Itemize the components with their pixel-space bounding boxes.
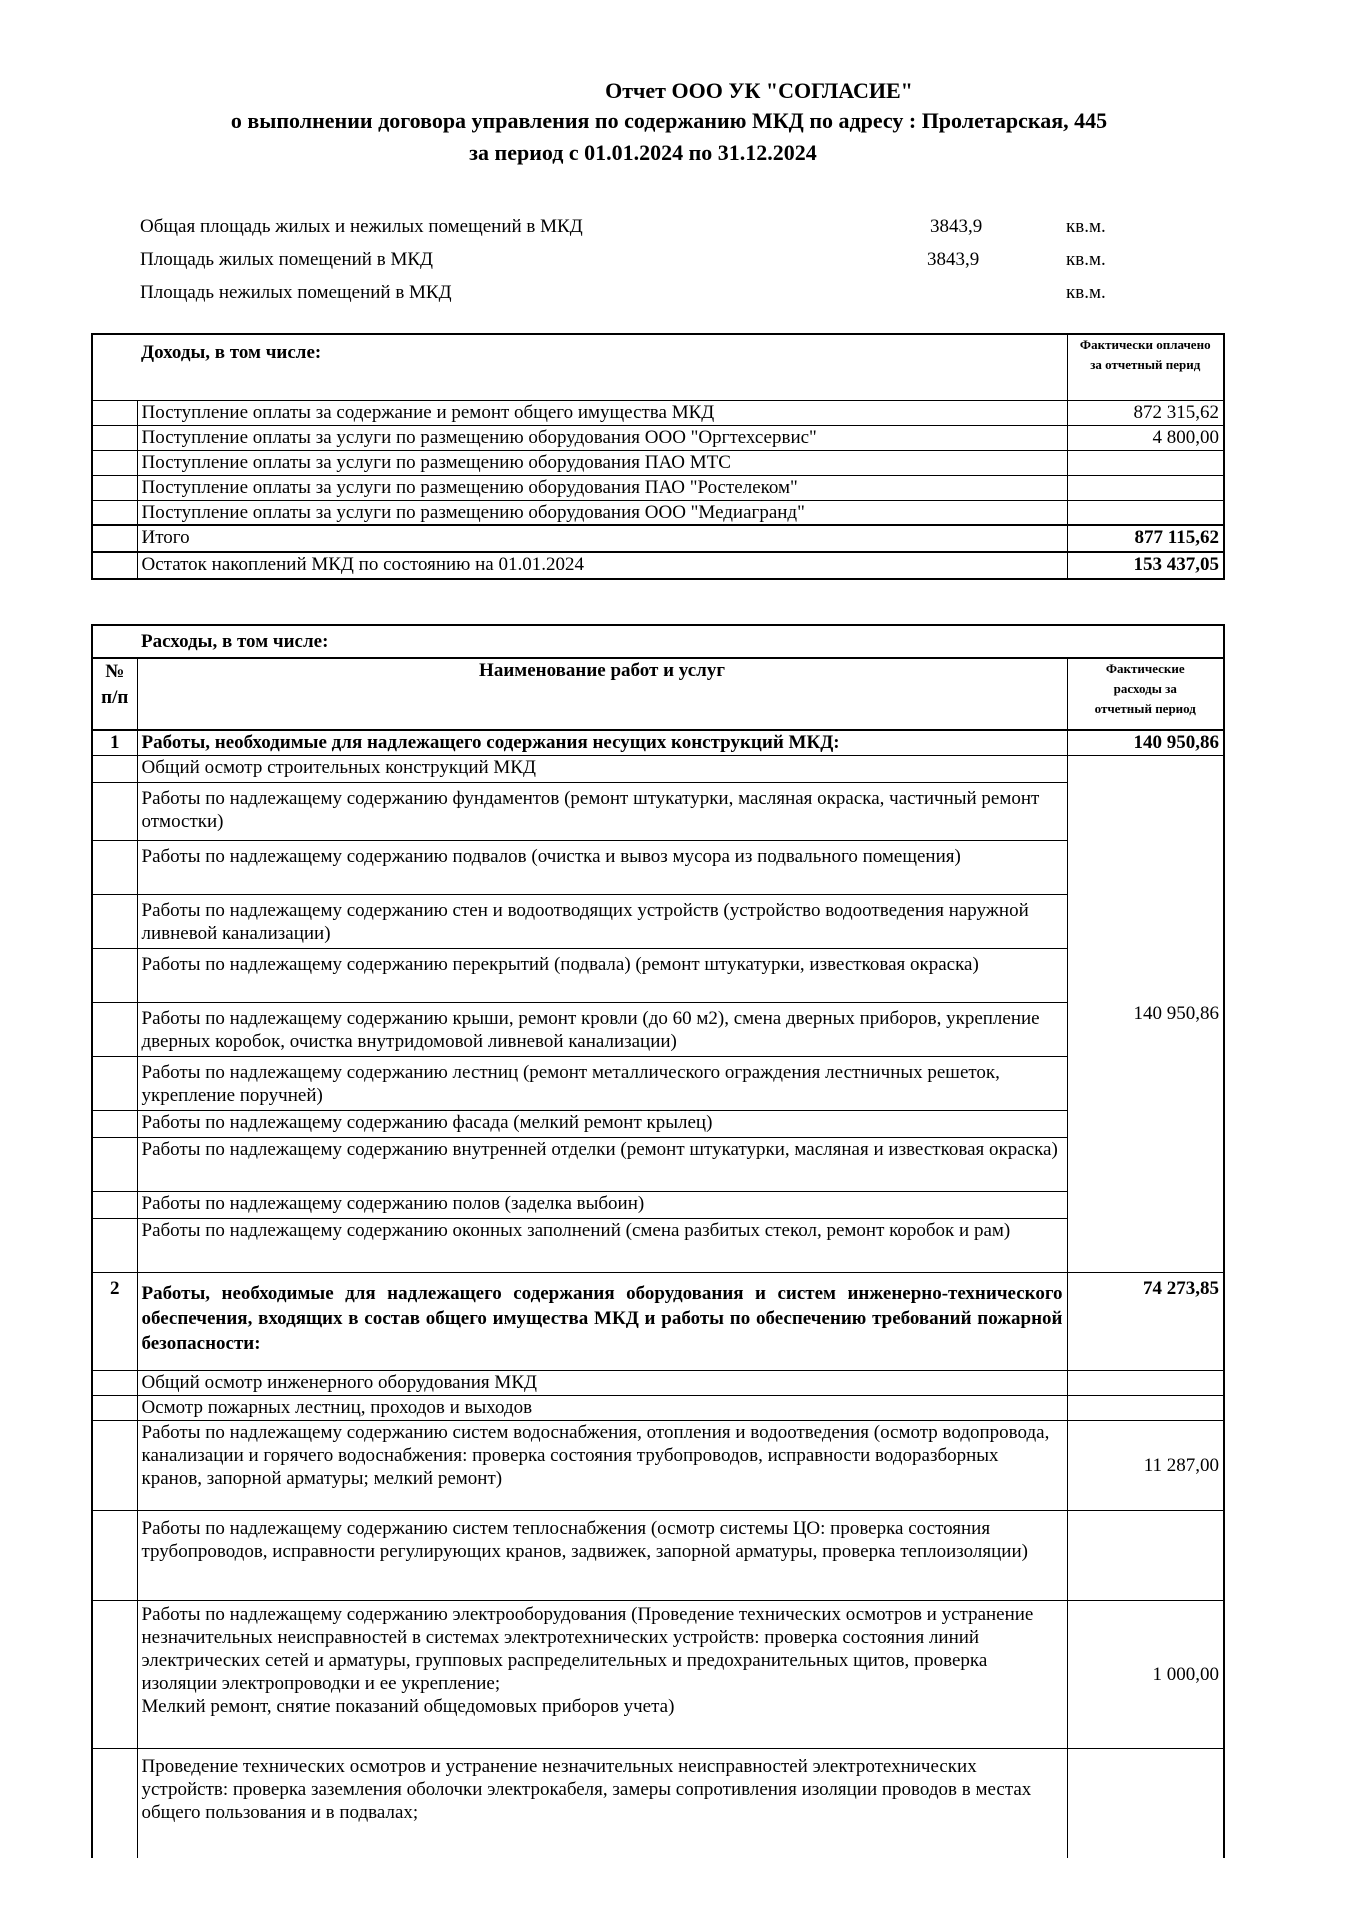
area-living-label: Площадь жилых помещений в МКД (140, 249, 433, 270)
list-item (92, 1370, 1224, 1395)
section-1-item: Работы по надлежащему содержанию фундаментов (ремонт штукатурки, масляная окраска, частичный ремонт отмостки) (137, 782, 1067, 840)
col-header-name: Наименование работ и услуг (137, 658, 1067, 730)
income-balance-label: Остаток накоплений МКД по состоянию на 01.01.2024 (137, 552, 1067, 579)
section-2-item (137, 1600, 1067, 1748)
list-item (92, 948, 1224, 1002)
list-item (92, 1002, 1224, 1056)
income-row-label: Поступление оплаты за услуги по размещению оборудования ПАО МТС (137, 450, 1067, 475)
section-2-item-value (1067, 1748, 1224, 1858)
section-2-value: 74 273,85 (1067, 1272, 1224, 1370)
list-item (92, 840, 1224, 894)
section-1-item: Общий осмотр строительных конструкций МКД (137, 755, 1067, 782)
income-balance-row (92, 552, 1224, 579)
section-1-item: Работы по надлежащему содержанию подвалов (очистка и вывоз мусора из подвального помещения) (137, 840, 1067, 894)
income-row-label: Поступление оплаты за содержание и ремонт общего имущества МКД (137, 400, 1067, 425)
income-row-value: 4 800,00 (1067, 425, 1224, 450)
list-item (92, 1137, 1224, 1191)
income-total-value: 877 115,62 (1067, 525, 1224, 552)
income-row (92, 425, 1224, 450)
section-1-row (92, 730, 1224, 755)
report-period: за период с 01.01.2024 по 31.12.2024 (469, 140, 817, 165)
income-row-value (1067, 450, 1224, 475)
list-item (92, 755, 1224, 782)
section-1-item: Работы по надлежащему содержанию внутренней отделки (ремонт штукатурки, масляная и известковая окраска) (137, 1137, 1067, 1191)
col-header-value-line1: Фактические (1105, 661, 1185, 676)
section-1-no: 1 (92, 730, 137, 755)
col-header-value (1067, 658, 1224, 730)
section-2-item: Общий осмотр инженерного оборудования МКД (137, 1370, 1067, 1395)
section-1-title: Работы, необходимые для надлежащего содержания несущих конструкций МКД: (137, 730, 1067, 755)
col-header-no-line2: п/п (101, 687, 129, 708)
list-item (92, 1510, 1224, 1600)
section-2-item-value: 1 000,00 (1067, 1600, 1224, 1748)
list-item (92, 1056, 1224, 1110)
list-item (92, 1395, 1224, 1420)
section-2-item: Осмотр пожарных лестниц, проходов и выходов (137, 1395, 1067, 1420)
income-col-header-line1: Фактически оплачено (1079, 337, 1211, 352)
section-1-item: Работы по надлежащему содержанию лестниц (ремонт металлического ограждения лестничных решеток, укрепление поручней) (137, 1056, 1067, 1110)
section-2-item-value: 11 287,00 (1067, 1420, 1224, 1510)
col-header-no-line1: № (105, 661, 125, 682)
section-2-item-value (1067, 1370, 1224, 1395)
report-subtitle: о выполнении договора управления по содержанию МКД по адресу : Пролетарская, 445 (230, 108, 1108, 133)
income-row (92, 450, 1224, 475)
section-1-item: Работы по надлежащему содержанию перекрытий (подвала) (ремонт штукатурки, известковая окраска) (137, 948, 1067, 1002)
income-total-label: Итого (137, 525, 1067, 552)
income-table (91, 333, 1225, 580)
list-item (92, 1748, 1224, 1858)
list-item (92, 1420, 1224, 1510)
section-2-item-value (1067, 1395, 1224, 1420)
section-1-group-value: 140 950,86 (1067, 755, 1224, 1272)
section-2-item: Проведение технических осмотров и устранение незначительных неисправностей электротехнических устройств: проверка заземления оболочки электрокабеля, замеры сопротивления изоляции проводов в местах общего пользования и в подвалах; (137, 1748, 1067, 1858)
list-item (92, 1110, 1224, 1137)
income-row (92, 400, 1224, 425)
list-item (92, 1218, 1224, 1272)
income-row-value (1067, 500, 1224, 525)
section-2-title: Работы, необходимые для надлежащего содержания оборудования и систем инженерно-технического обеспечения, входящих в состав общего имущества МКД и работы по обеспечению требований пожарной безопасности: (137, 1272, 1067, 1370)
section-1-item: Работы по надлежащему содержанию крыши, ремонт кровли (до 60 м2), смена дверных приборов, укрепление дверных коробок, очистка внутридомовой ливневой канализации) (137, 1002, 1067, 1056)
col-header-no (92, 658, 137, 730)
list-item (92, 894, 1224, 948)
section-1-value: 140 950,86 (1067, 730, 1224, 755)
section-1-item: Работы по надлежащему содержанию оконных заполнений (смена разбитых стекол, ремонт коробок и рам) (137, 1218, 1067, 1272)
income-row (92, 475, 1224, 500)
income-col-header (1067, 334, 1224, 400)
section-2-item-value (1067, 1510, 1224, 1600)
income-row-label: Поступление оплаты за услуги по размещению оборудования ПАО "Ростелеком" (137, 475, 1067, 500)
col-header-value-line3: отчетный период (1094, 701, 1196, 716)
area-total-label: Общая площадь жилых и нежилых помещений в МКД (140, 216, 583, 237)
section-2-row (92, 1272, 1224, 1370)
income-row (92, 500, 1224, 525)
area-total-value: 3843,9 (930, 216, 983, 237)
area-total-unit: кв.м. (1066, 216, 1106, 237)
section-2-no: 2 (92, 1272, 137, 1370)
area-nonliving-label: Площадь нежилых помещений в МКД (140, 282, 452, 303)
income-row-value: 872 315,62 (1067, 400, 1224, 425)
section-1-item: Работы по надлежащему содержанию стен и водоотводящих устройств (устройство водоотведения наружной ливневой канализации) (137, 894, 1067, 948)
income-row-label: Поступление оплаты за услуги по размещению оборудования ООО "Оргтехсервис" (137, 425, 1067, 450)
section-2-item: Работы по надлежащему содержанию систем теплоснабжения (осмотр системы ЦО: проверка состояния трубопроводов, исправности регулирующих кранов, задвижек, запорной арматуры, проверка теплоизоляции) (137, 1510, 1067, 1600)
income-title: Доходы, в том числе: (137, 334, 1067, 400)
income-col-header-line2: за отчетный перид (1090, 357, 1201, 372)
list-item (92, 782, 1224, 840)
area-nonliving-unit: кв.м. (1066, 282, 1106, 303)
income-balance-value: 153 437,05 (1067, 552, 1224, 579)
section-2-item-text-2: Мелкий ремонт, снятие показаний общедомовых приборов учета) (141, 1695, 675, 1717)
income-row-label: Поступление оплаты за услуги по размещению оборудования ООО "Медиагранд" (137, 500, 1067, 525)
income-row-value (1067, 475, 1224, 500)
list-item (92, 1191, 1224, 1218)
area-living-unit: кв.м. (1066, 249, 1106, 270)
section-2-item: Работы по надлежащему содержанию систем водоснабжения, отопления и водоотведения (осмотр водопровода, канализации и горячего водоснабжения: проверка состояния трубопроводов, исправности водоразборных кранов, запорной арматуры; мелкий ремонт) (137, 1420, 1067, 1510)
income-total-row (92, 525, 1224, 552)
expenses-title: Расходы, в том числе: (137, 625, 1224, 658)
section-1-item: Работы по надлежащему содержанию полов (заделка выбоин) (137, 1191, 1067, 1218)
expenses-table (91, 624, 1225, 1858)
section-1-item: Работы по надлежащему содержанию фасада (мелкий ремонт крылец) (137, 1110, 1067, 1137)
area-living-value: 3843,9 (927, 249, 980, 270)
report-title: Отчет ООО УК "СОГЛАСИЕ" (605, 78, 913, 103)
section-2-item-text: Работы по надлежащему содержанию электрооборудования (Проведение технических осмотров и устранение незначительных неисправностей в системах электротехнических устройств: проверка состояния линий электрических сетей и арматуры, групповых распределительных и предохранительных щитов, проверка изоляции электропроводки и ее укрепление; (141, 1603, 1034, 1694)
col-header-value-line2: расходы за (1113, 681, 1177, 696)
list-item (92, 1600, 1224, 1748)
